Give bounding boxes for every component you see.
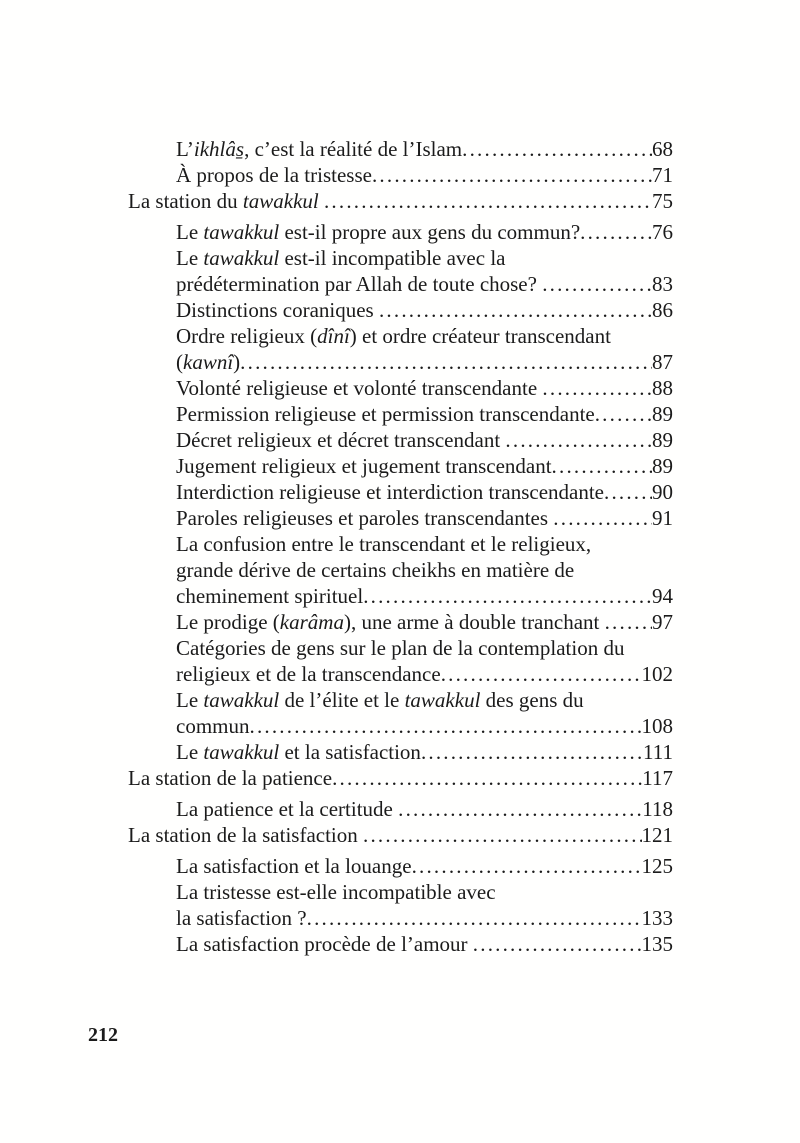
- toc-text-segment: Le: [176, 220, 204, 244]
- toc-text-segment: Distinctions coraniques: [176, 298, 379, 322]
- toc-entry-title: [176, 271, 542, 297]
- toc-entry-section: [128, 427, 673, 453]
- dot-leader: [398, 796, 642, 822]
- toc-line: [128, 505, 673, 531]
- toc-text-segment: L’: [176, 137, 194, 161]
- toc-text-segment: Le: [176, 740, 204, 764]
- toc-text-segment: tawakkul: [404, 688, 481, 712]
- toc-entry-chapter: [128, 188, 673, 214]
- dot-leader: [363, 822, 641, 848]
- toc-entry-section: [128, 245, 673, 297]
- dot-leader: [379, 297, 652, 323]
- toc-line: [128, 162, 673, 188]
- toc-line: [128, 661, 673, 687]
- toc-text-segment: dînî: [317, 324, 350, 348]
- toc-text-segment: ), une arme à double tranchant: [343, 610, 605, 634]
- toc-page-number: 90: [652, 480, 673, 504]
- toc-entry-section: [128, 162, 673, 188]
- toc-page-number: 125: [641, 854, 673, 878]
- dot-leader: [250, 713, 642, 739]
- toc-text-segment: Ordre religieux (: [176, 324, 318, 348]
- toc-page-number: 87: [652, 350, 673, 374]
- toc-entry-section: [128, 297, 673, 323]
- toc-entry-title: [128, 822, 363, 848]
- toc-page-number: 102: [641, 662, 673, 686]
- toc-page-number: 83: [652, 272, 673, 296]
- toc-entry-title: [176, 401, 595, 427]
- toc-line: [128, 245, 673, 271]
- toc-text-segment: grande dérive de certains cheikhs en matière de: [176, 558, 575, 582]
- toc-entry-section: [128, 635, 673, 687]
- toc-entry-title: [176, 853, 412, 879]
- toc-page-number: 71: [652, 163, 673, 187]
- toc-line: [128, 713, 673, 739]
- toc-text-segment: (: [176, 350, 183, 374]
- toc-text-segment: prédétermination par Allah de toute chose?: [176, 272, 543, 296]
- toc-text-segment: tawakkul: [203, 220, 280, 244]
- toc-entry-title: [176, 557, 574, 583]
- toc-entry-section: [128, 739, 673, 765]
- toc-entry-section: [128, 375, 673, 401]
- toc-text-segment: ) et ordre créateur transcendant: [349, 324, 611, 348]
- toc-text-segment: La satisfaction et la louange: [176, 854, 412, 878]
- toc-entry-chapter: [128, 765, 673, 791]
- toc-text-segment: religieux et de la transcendance: [176, 662, 441, 686]
- toc-text-segment: La station de la patience: [128, 766, 333, 790]
- toc-line: [128, 931, 673, 957]
- toc-text-segment: et la satisfaction: [279, 740, 421, 764]
- toc-entry-title: [176, 323, 611, 349]
- toc-page-number: 89: [652, 428, 673, 452]
- toc-entry-section: [128, 853, 673, 879]
- dot-leader: [542, 271, 652, 297]
- toc-line: [128, 479, 673, 505]
- toc-entry-title: [176, 796, 398, 822]
- toc-page-number: 68: [652, 137, 673, 161]
- toc-entry-title: [128, 188, 324, 214]
- toc-entry-section: [128, 609, 673, 635]
- toc-text-segment: Catégories de gens sur le plan de la contemplation du: [176, 636, 625, 660]
- toc-page-number: 75: [652, 189, 673, 213]
- toc-entry-title: [176, 879, 496, 905]
- toc-line: [128, 323, 673, 349]
- dot-leader: [542, 375, 652, 401]
- toc-line: [128, 219, 673, 245]
- toc-text-segment: Le: [176, 688, 204, 712]
- toc-entry-title: [176, 661, 441, 687]
- toc-line: [128, 297, 673, 323]
- toc-line: [128, 687, 673, 713]
- toc-text-segment: la satisfaction ?: [176, 906, 307, 930]
- dot-leader: [473, 931, 642, 957]
- toc-entry-chapter: [128, 822, 673, 848]
- dot-leader: [240, 349, 652, 375]
- toc-line: [128, 453, 673, 479]
- toc-text-segment: ): [233, 350, 241, 374]
- toc-text-segment: La station de la satisfaction: [128, 823, 364, 847]
- toc-line: [128, 879, 673, 905]
- toc-entry-title: [176, 162, 372, 188]
- toc-line: [128, 401, 673, 427]
- toc-page-number: 108: [641, 714, 673, 738]
- toc-entry-title: [176, 136, 462, 162]
- toc-page-number: 121: [641, 823, 673, 847]
- toc-text-segment: La patience et la certitude: [176, 797, 399, 821]
- toc-page-number: 94: [652, 584, 673, 608]
- toc-text-segment: ikhlâs̱: [193, 137, 245, 161]
- toc-text-segment: La station du: [128, 189, 243, 213]
- toc-entry-title: [176, 609, 605, 635]
- toc-page-number: 91: [652, 506, 673, 530]
- toc-entry-section: [128, 479, 673, 505]
- toc-line: [128, 531, 673, 557]
- toc-text-segment: est-il propre aux gens du commun?: [279, 220, 581, 244]
- toc-entry-title: [176, 739, 421, 765]
- toc-entry-section: [128, 136, 673, 162]
- toc-text-segment: Permission religieuse et permission transcendante: [176, 402, 595, 426]
- toc-text-segment: À propos de la tristesse: [176, 163, 372, 187]
- toc-page-number: 133: [641, 906, 673, 930]
- toc-page-number: 117: [642, 766, 673, 790]
- toc-entry-title: [176, 687, 584, 713]
- toc-page-number: 89: [652, 402, 673, 426]
- toc: [128, 136, 673, 957]
- toc-entry-title: [176, 453, 552, 479]
- toc-entry-title: [176, 245, 505, 271]
- toc-entry-section: [128, 796, 673, 822]
- toc-text-segment: commun: [176, 714, 250, 738]
- toc-entry-section: [128, 453, 673, 479]
- toc-text-segment: cheminement spirituel: [176, 584, 364, 608]
- toc-text-segment: La tristesse est-elle incompatible avec: [176, 880, 496, 904]
- toc-text-segment: Décret religieux et décret transcendant: [176, 428, 506, 452]
- toc-page-number: 111: [643, 740, 673, 764]
- toc-line: [128, 853, 673, 879]
- toc-text-segment: Interdiction religieuse et interdiction transcendante: [176, 480, 604, 504]
- toc-page-number: 88: [652, 376, 673, 400]
- toc-line: [128, 822, 673, 848]
- toc-page-number: 97: [652, 610, 673, 634]
- toc-entry-title: [176, 349, 240, 375]
- toc-page-number: 89: [652, 454, 673, 478]
- toc-line: [128, 427, 673, 453]
- toc-line: [128, 375, 673, 401]
- toc-text-segment: La confusion entre le transcendant et le religieux,: [176, 532, 592, 556]
- dot-leader: [505, 427, 652, 453]
- toc-entry-title: [176, 427, 505, 453]
- toc-line: [128, 188, 673, 214]
- toc-entry-title: [176, 297, 379, 323]
- toc-line: [128, 796, 673, 822]
- dot-leader: [307, 905, 642, 931]
- toc-entry-section: [128, 531, 673, 609]
- toc-entry-title: [176, 713, 250, 739]
- toc-entry-title: [176, 219, 580, 245]
- toc-line: [128, 635, 673, 661]
- toc-text-segment: , c’est la réalité de l’Islam: [244, 137, 463, 161]
- dot-leader: [605, 609, 652, 635]
- toc-text-segment: Volonté religieuse et volonté transcendante: [176, 376, 543, 400]
- dot-leader: [363, 583, 652, 609]
- toc-line: [128, 349, 673, 375]
- toc-page-number: 118: [642, 797, 673, 821]
- toc-entry-section: [128, 505, 673, 531]
- dot-leader: [553, 505, 652, 531]
- toc-text-segment: Le prodige (: [176, 610, 280, 634]
- toc-text-segment: karâma: [279, 610, 344, 634]
- toc-text-segment: tawakkul: [242, 189, 319, 213]
- toc-line: [128, 136, 673, 162]
- toc-entry-title: [176, 375, 542, 401]
- dot-leader: [372, 162, 652, 188]
- toc-text-segment: tawakkul: [203, 740, 280, 764]
- toc-entry-title: [128, 765, 332, 791]
- toc-page-number: 135: [641, 932, 673, 956]
- toc-entry-section: [128, 687, 673, 739]
- dot-leader: [412, 853, 642, 879]
- toc-text-segment: Le: [176, 246, 204, 270]
- toc-entry-title: [176, 505, 553, 531]
- toc-page-number: 76: [652, 220, 673, 244]
- toc-entry-section: [128, 401, 673, 427]
- toc-line: [128, 905, 673, 931]
- toc-text-segment: des gens du: [480, 688, 584, 712]
- toc-text-segment: de l’élite et le: [279, 688, 405, 712]
- toc-line: [128, 609, 673, 635]
- page-number: 212: [88, 1024, 118, 1046]
- toc-entry-title: [176, 635, 624, 661]
- toc-text-segment: kawnî: [183, 350, 234, 374]
- toc-entry-section: [128, 931, 673, 957]
- dot-leader: [552, 453, 652, 479]
- toc-text-segment: Jugement religieux et jugement transcendant: [176, 454, 552, 478]
- toc-entry-title: [176, 583, 363, 609]
- toc-entry-section: [128, 323, 673, 375]
- toc-entry-title: [176, 931, 473, 957]
- toc-text-segment: tawakkul: [203, 688, 280, 712]
- toc-entry-section: [128, 219, 673, 245]
- toc-line: [128, 765, 673, 791]
- dot-leader: [580, 219, 652, 245]
- toc-text-segment: La satisfaction procède de l’amour: [176, 932, 473, 956]
- toc-text-segment: tawakkul: [203, 246, 280, 270]
- dot-leader: [441, 661, 642, 687]
- toc-text-segment: est-il incompatible avec la: [279, 246, 506, 270]
- dot-leader: [324, 188, 652, 214]
- toc-line: [128, 583, 673, 609]
- toc-line: [128, 739, 673, 765]
- dot-leader: [604, 479, 652, 505]
- dot-leader: [595, 401, 652, 427]
- dot-leader: [421, 739, 643, 765]
- toc-text-segment: Paroles religieuses et paroles transcendantes: [176, 506, 554, 530]
- toc-entry-title: [176, 479, 604, 505]
- toc-entry-section: [128, 879, 673, 931]
- toc-line: [128, 271, 673, 297]
- dot-leader: [462, 136, 652, 162]
- toc-page-number: 86: [652, 298, 673, 322]
- dot-leader: [332, 765, 642, 791]
- toc-line: [128, 557, 673, 583]
- toc-entry-title: [176, 905, 307, 931]
- toc-entry-title: [176, 531, 591, 557]
